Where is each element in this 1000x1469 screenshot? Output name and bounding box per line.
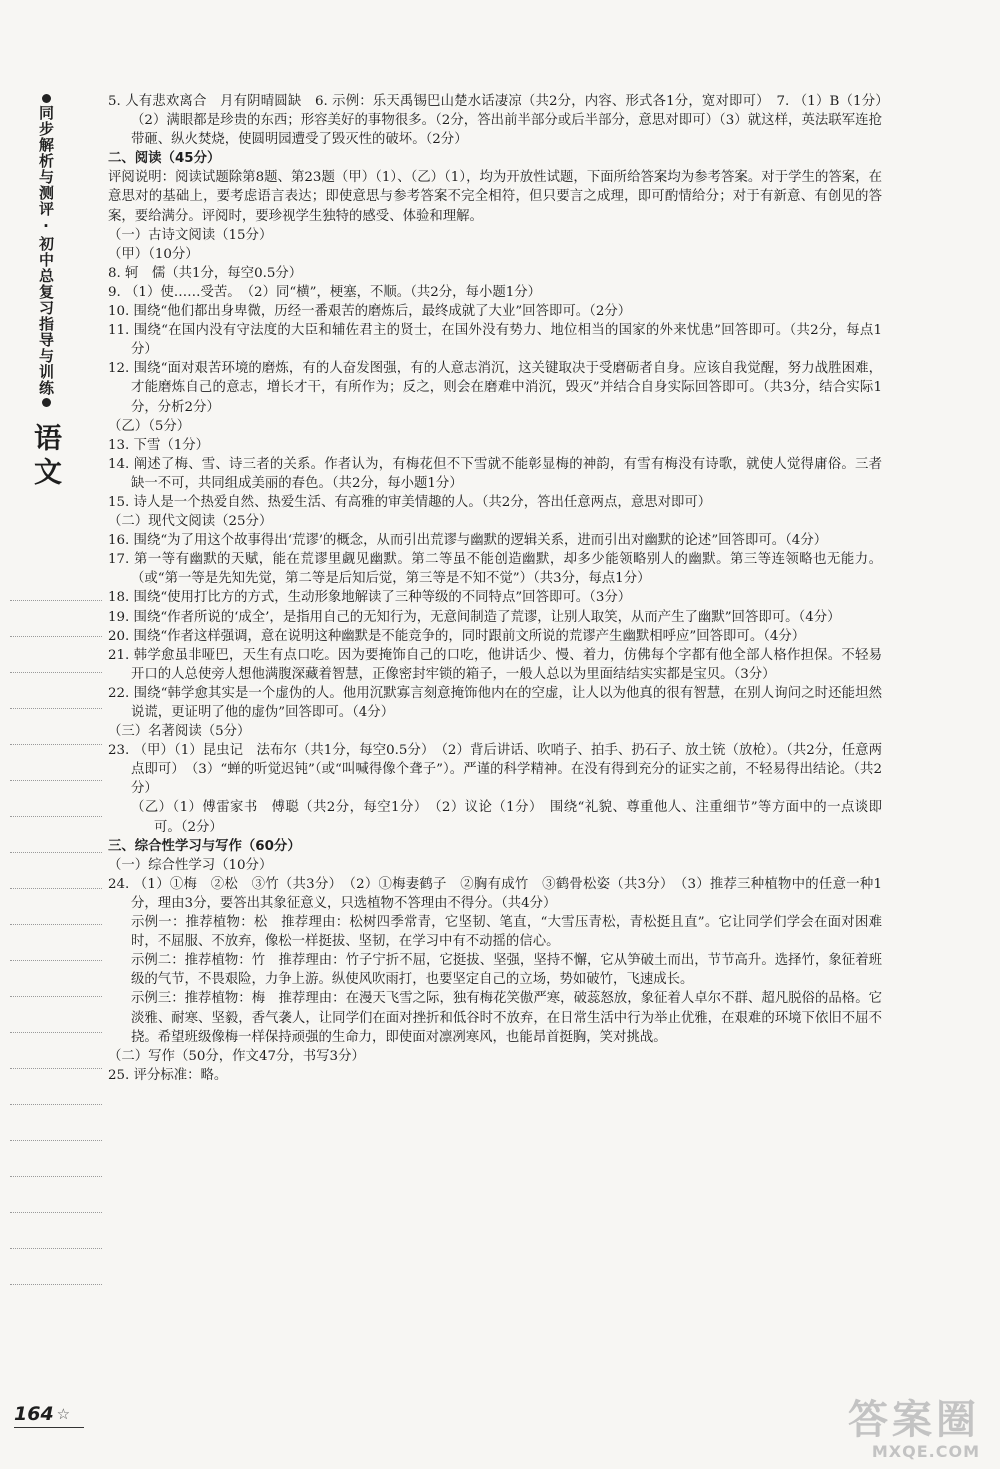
answer-paragraph: 10. 围绕“他们都出身卑微，历经一番艰苦的磨炼后，最终成就了大业”回答即可。（2分） xyxy=(108,304,632,320)
answer-paragraph: 5. 人有悲欢离合 月有阴晴圆缺 6. 示例：乐天禹锡巴山楚水话凄凉（共2分，内容、形式各1分，宽对即可） 7. （1）B（1分） （2）满眼都是珍贵的东西；形容美好的事物很多。（2分，答出前半部分或后半部分，意思对即可）（3）就这样，英法联军连抢带砸、纵火焚烧，使圆明园遭受了毁灭性的破坏。（2分） xyxy=(108,94,896,148)
page-number-text: 164 xyxy=(14,1403,54,1425)
watermark xyxy=(848,1398,980,1461)
answer-paragraph: （二）现代文阅读（25分） xyxy=(108,514,273,530)
answer-paragraph: 示例二：推荐植物：竹 推荐理由：竹子宁折不屈，它挺拔、坚强，坚持不懈，它从笋破土而出，节节高升。选择竹，象征着班级的气节，不畏艰险，力争上游。纵使风吹雨打，也要坚定自己的立场，势如破竹，飞速成长。 xyxy=(131,953,882,988)
margin-note-lines xyxy=(10,600,102,1320)
series-title: 同步解析与测评·初中总复习指导与训练 xyxy=(37,105,55,396)
answer-paragraph: 9. （1）使……受苦。 （2）同“横”，梗塞，不顺。（共2分，每小题1分） xyxy=(108,284,542,300)
series-sidebar xyxy=(28,92,64,491)
answer-paragraph: （一）综合性学习（10分） xyxy=(108,857,273,873)
answer-paragraph: （三）名著阅读（5分） xyxy=(108,724,251,740)
answer-paragraph: 13. 下雪（1分） xyxy=(108,437,210,453)
answer-paragraph: 24. （1）①梅 ②松 ③竹（共3分） （2）①梅妻鹤子 ②胸有成竹 ③鹤骨松姿（共3分） （3）推荐三种植物中的任意一种1分，理由3分，要答出其象征意义，只选植物不答理由不得分。（共4分） xyxy=(108,876,882,911)
section-heading: 三、综合性学习与写作（60分） xyxy=(108,838,301,854)
star-icon: ☆ xyxy=(56,1405,71,1423)
subject-label: 语文 xyxy=(30,423,63,491)
answer-paragraph: 15. 诗人是一个热爱自然、热爱生活、有高雅的审美情趣的人。（共2分，答出任意两点，意思对即可） xyxy=(108,494,712,510)
answer-paragraph: （一）古诗文阅读（15分） xyxy=(108,227,273,243)
answer-paragraph: 16. 围绕“为了用这个故事得出‘荒谬’的概念，从而引出荒谬与幽默的逻辑关系，进而引出对幽默的论述”回答即可。（4分） xyxy=(108,533,828,549)
answer-paragraph: 8. 轲 儒（共1分，每空0.5分） xyxy=(108,265,303,281)
section-heading: 二、阅读（45分） xyxy=(108,151,221,167)
answer-paragraph: 23. （甲）（1）昆虫记 法布尔（共1分，每空0.5分） （2）背后讲话、吹哨子、拍手、扔石子、放土铳（放枪）。（共2分，任意两点即可） （3）“蝉的听觉迟钝”（或“叫喊得像个聋子”）。严谨的科学精神。在没有得到充分的证实之前，不轻易得出结论。（共2分） xyxy=(108,743,882,797)
answer-paragraph: 21. 韩学愈虽非哑巴，天生有点口吃。因为要掩饰自己的口吃，他讲话少、慢、着力，仿佛每个字都有他全部人格作担保。不轻易开口的人总使旁人想他满腹深藏着智慧，正像密封牢锁的箱子，一般人总以为里面结结实实都是宝贝。（3分） xyxy=(108,647,882,682)
answer-paragraph: 示例三：推荐植物：梅 推荐理由：在漫天飞雪之际，独有梅花笑傲严寒，破蕊怒放，象征着人卓尔不群、超凡脱俗的品格。它淡雅、耐寒、坚毅，香气袭人，让同学们在面对挫折和低谷时不放弃，在日常生活中行为举止优雅，在艰难的环境下依旧不屈不挠。希望班级像梅一样保持顽强的生命力，即使面对凛冽寒风，也能昂首挺胸，笑对挑战。 xyxy=(131,991,882,1045)
answer-paragraph: 14. 阐述了梅、雪、诗三者的关系。作者认为，有梅花但不下雪就不能彰显梅的神韵，有雪有梅没有诗歌，就使人觉得庸俗。三者缺一不可，共同组成美丽的春色。（共2分，每小题1分） xyxy=(108,456,882,491)
answer-paragraph: （乙）（1）傅雷家书 傅聪（共2分，每空1分） （2）议论（1分） 围绕“礼貌、尊重他人、注重细节”等方面中的一点谈即可。（2分） xyxy=(131,800,882,835)
answer-paragraph: （甲）（10分） xyxy=(108,246,199,262)
answer-paragraph: 25. 评分标准：略。 xyxy=(108,1067,228,1083)
watermark-text: 答案圈 xyxy=(848,1397,980,1443)
watermark-url: MXQE.COM xyxy=(871,1442,980,1461)
page-number-rule xyxy=(14,1427,84,1428)
page-number xyxy=(14,1403,70,1425)
answer-paragraph: （乙）（5分） xyxy=(108,418,191,434)
answer-paragraph: 示例一：推荐植物：松 推荐理由：松树四季常青，它坚韧、笔直，“大雪压青松，青松挺且直”。它让同学们学会在面对困难时，不屈服、不放弃，像松一样挺拔、坚韧，在学习中有不动摇的信心。 xyxy=(131,915,882,950)
answer-content xyxy=(108,92,896,1085)
answer-paragraph: 20. 围绕“作者这样强调，意在说明这种幽默是不能竞争的，同时跟前文所说的荒谬产生幽默相呼应”回答即可。（4分） xyxy=(108,628,806,644)
answer-paragraph: 22. 围绕“韩学愈其实是一个虚伪的人。他用沉默寡言刻意掩饰他内在的空虚，让人以为他真的很有智慧，在别人询问之时还能坦然说谎，更证明了他的虚伪”回答即可。（4分） xyxy=(108,685,882,720)
answer-paragraph: 评阅说明：阅读试题除第8题、第23题（甲）（1）、（乙）（1），均为开放性试题，下面所给答案均为参考答案。对于学生的答案，在意思对的基础上，要考虑语言表达；即使意思与参考答案不完全相符，但只要言之成理，即可酌情给分；对于有新意、有创见的答案，要给满分。评阅时，要珍视学生独特的感受、体验和理解。 xyxy=(108,170,882,224)
bullet-dot-icon xyxy=(42,398,51,407)
answer-paragraph: （二）写作（50分，作文47分，书写3分） xyxy=(108,1048,365,1064)
answer-paragraph: 18. 围绕“使用打比方的方式，生动形象地解读了三种等级的不同特点”回答即可。（3分） xyxy=(108,590,632,606)
answer-paragraph: 11. 围绕“在国内没有守法度的大臣和辅佐君主的贤士，在国外没有势力、地位相当的国家的外来忧患”回答即可。（共2分，每点1分） xyxy=(108,323,882,358)
answer-paragraph: 17. 第一等有幽默的天赋，能在荒谬里觑见幽默。第二等虽不能创造幽默，却多少能领略别人的幽默。第三等连领略也无能力。（或“第一等是先知先觉，第二等是后知后觉，第三等是不知不觉”）（共3分，每点1分） xyxy=(108,552,882,587)
answer-paragraph: 12. 围绕“面对艰苦环境的磨炼，有的人奋发图强，有的人意志消沉，这关键取决于受磨砺者自身。应该自我觉醒，努力战胜困难，才能磨炼自己的意志，增长才干，有所作为；反之，则会在磨难中消沉，毁灭”并结合自身实际回答即可。（共3分，结合实际1分，分析2分） xyxy=(108,361,882,415)
answer-paragraph: 19. 围绕“作者所说的‘成全’，是指用自己的无知行为，无意间制造了荒谬，让别人取笑，从而产生了幽默”回答即可。（4分） xyxy=(108,609,841,625)
bullet-dot-icon xyxy=(42,94,51,103)
